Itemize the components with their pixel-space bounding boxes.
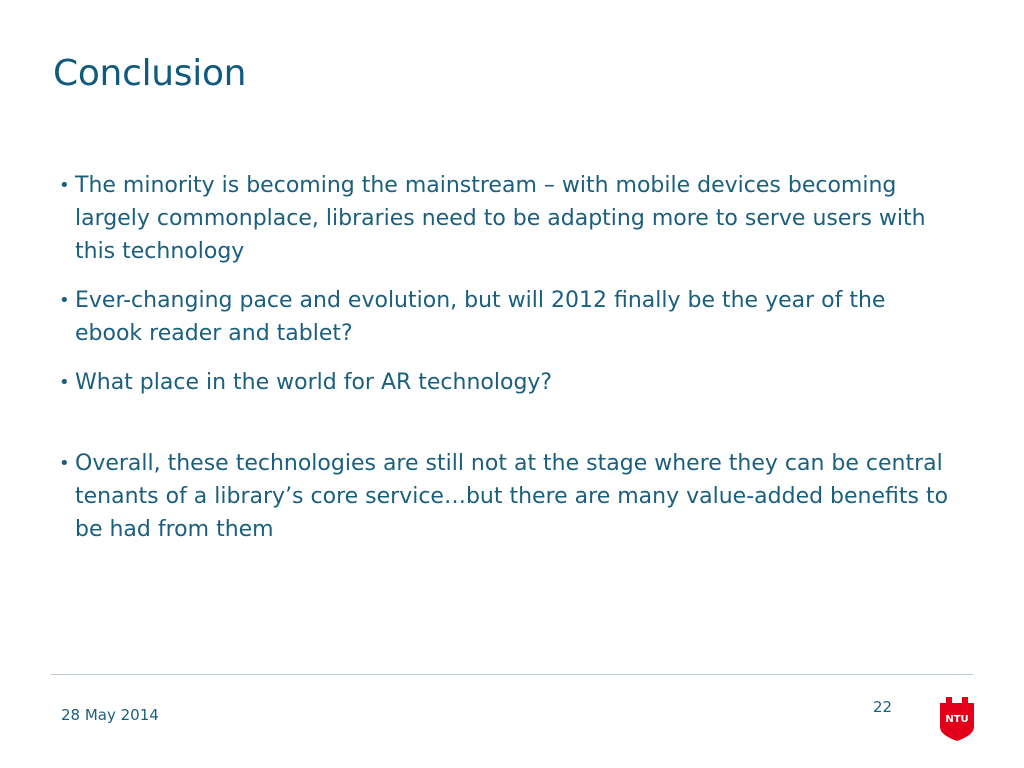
bullet-item [59, 284, 959, 350]
bullet-text: Ever-changing pace and evolution, but will 2012 finally be the year of the ebook reader and tablet? [75, 288, 886, 346]
bullet-text: The minority is becoming the mainstream – with mobile devices becoming largely commonplace, libraries need to be adapting more to serve users with this technology [75, 173, 926, 264]
bullet-icon: • [59, 453, 70, 474]
page-number: 22 [873, 698, 893, 716]
footer-date: 28 May 2014 [61, 706, 159, 724]
bullet-item [59, 447, 959, 546]
ntu-logo-icon [937, 693, 977, 743]
bullet-text: Overall, these technologies are still not at the stage where they can be central tenants of a library’s core service…but there are many value-added benefits to be had from them [75, 451, 949, 542]
bullet-icon: • [59, 372, 70, 393]
slide-title: Conclusion [53, 53, 247, 94]
bullet-icon: • [59, 175, 70, 196]
logo-text: NTU [945, 714, 969, 725]
bullet-text: What place in the world for AR technology? [75, 370, 553, 395]
footer-divider [51, 674, 973, 675]
bullet-list [59, 169, 959, 562]
bullet-item [59, 169, 959, 268]
bullet-icon: • [59, 290, 70, 311]
bullet-item [59, 366, 959, 399]
